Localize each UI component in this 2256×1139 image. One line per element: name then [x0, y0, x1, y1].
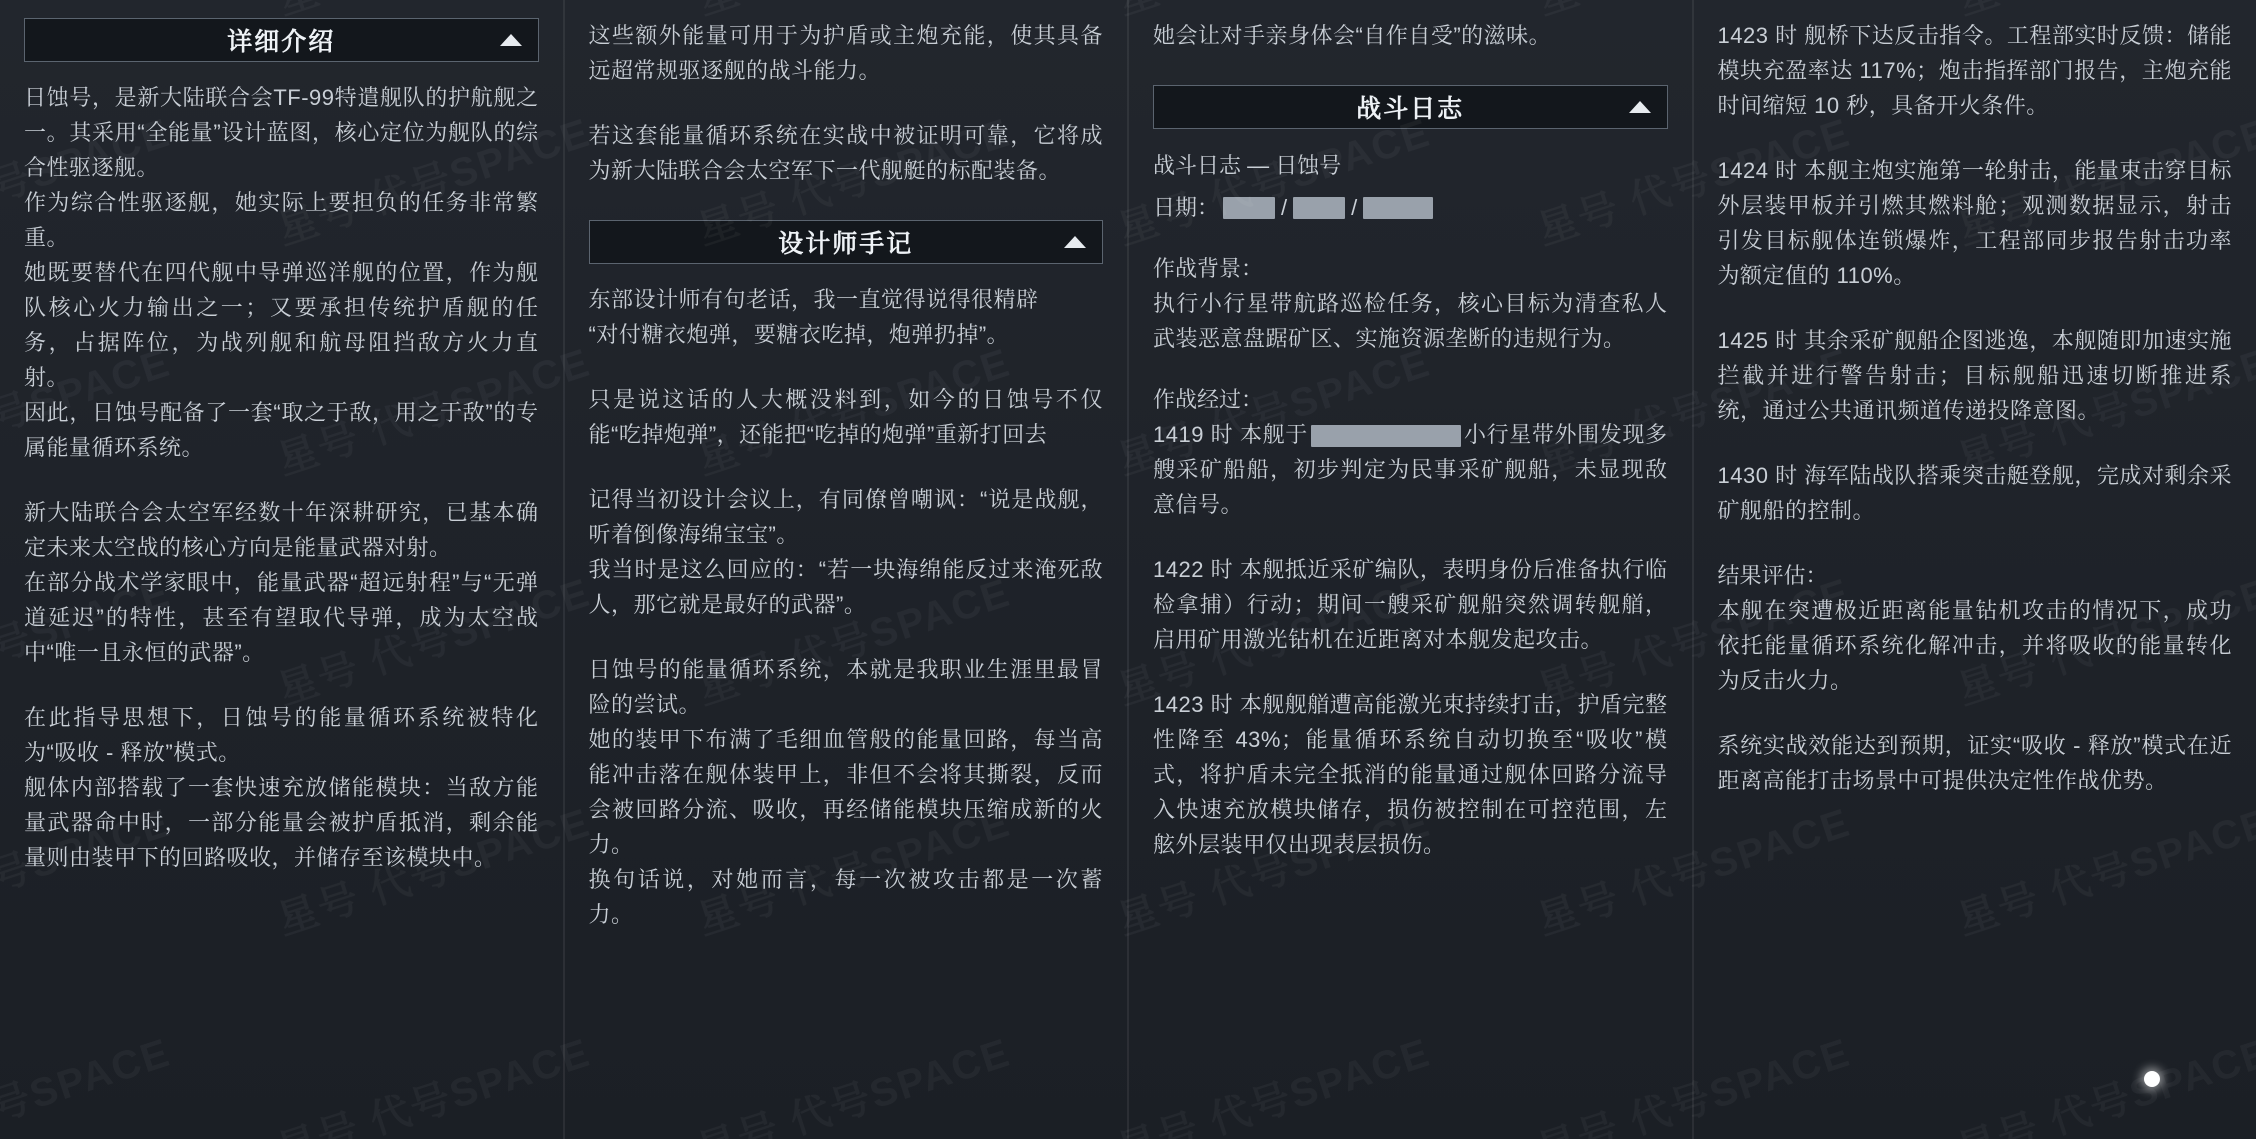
battle-log-date-row — [1153, 191, 1668, 225]
log-entry-1423b — [1718, 18, 2233, 123]
result-text-2: 系统实战效能达到预期，证实“吸收 - 释放”模式在近距离高能打击场景中可提供决定性作战优势。 — [1717, 733, 2232, 793]
spacer — [1153, 53, 1668, 67]
designer-paragraph-7: 她的装甲下布满了毛细血管般的能量回路，每当高能冲击落在舰体装甲上，非但不会将其撕裂，反而会被回路分流、吸收，再经储能模块压缩成新的火力。 — [588, 727, 1103, 857]
log-text-before: 本舰于 — [1233, 422, 1308, 447]
date-separator: / — [1351, 195, 1358, 220]
log-time-1423b: 1423 时 — [1717, 23, 1798, 48]
log-text-1424: 本舰主炮实施第一轮射击，能量束击穿目标外层装甲板并引燃其燃料舱；观测数据显示，射击引发目标舰体连锁爆炸，工程部同步报告射击功率为额定值的 110%。 — [1717, 158, 2232, 288]
designer-paragraph-1: 东部设计师有句老话，我一直觉得说得很精辟 — [588, 287, 1039, 312]
designer-paragraph-3: 只是说这话的人大概没料到，如今的日蚀号不仅能“吃掉炮弹”，还能把“吃掉的炮弹”重新打回去 — [588, 387, 1103, 447]
panel-header-battle-log[interactable] — [1153, 85, 1668, 129]
log-time-1430: 1430 时 — [1717, 463, 1798, 488]
intro-continuation-1: 这些额外能量可用于为护盾或主炮充能，使其具备远超常规驱逐舰的战斗能力。 — [588, 23, 1103, 83]
intro-paragraph-4: 因此，日蚀号配备了一套“取之于敌，用之于敌”的专属能量循环系统。 — [24, 400, 539, 460]
chevron-up-icon[interactable] — [500, 34, 522, 46]
chevron-up-icon[interactable] — [1629, 101, 1651, 113]
spacer — [589, 188, 1104, 202]
spacer — [1718, 698, 2233, 728]
log-entry-1422 — [1153, 552, 1668, 657]
column-designer-notes — [565, 0, 1128, 1139]
spacer — [589, 88, 1104, 118]
log-entry-1419 — [1153, 417, 1668, 522]
panel-header-designer[interactable] — [589, 220, 1104, 264]
log-time-1422: 1422 时 — [1153, 557, 1234, 582]
spacer — [1718, 123, 2233, 153]
spacer — [589, 452, 1104, 482]
chevron-up-icon[interactable] — [1064, 236, 1086, 248]
intro-paragraph-3: 她既要替代在四代舰中导弹巡洋舰的位置，作为舰队核心火力输出之一；又要承担传统护盾舰的任务，占据阵位，为战列舰和航母阻挡敌方火力直射。 — [24, 260, 539, 390]
redacted-date-month — [1293, 197, 1345, 219]
redacted-date-day — [1363, 197, 1433, 219]
date-separator: / — [1281, 195, 1288, 220]
log-time-1424: 1424 时 — [1717, 158, 1798, 183]
spacer — [1153, 657, 1668, 687]
result-text-1: 本舰在突遭极近距离能量钻机攻击的情况下，成功依托能量循环系统化解冲击，并将吸收的能量转化为反击火力。 — [1717, 598, 2232, 693]
log-text-1422: 本舰抵近采矿编队，表明身份后准备执行临检拿捕）行动；期间一艘采矿舰船突然调转舰艏，启用矿用激光钻机在近距离对本舰发起攻击。 — [1153, 557, 1668, 652]
log-text-1425: 其余采矿舰船企图逃逸，本舰随即加速实施拦截并进行警告射击；目标舰船迅速切断推进系统，通过公共通讯频道传递投降意图。 — [1717, 328, 2232, 423]
designer-paragraph-5: 我当时是这么回应的：“若一块海绵能反过来淹死敌人，那它就是最好的武器”。 — [588, 557, 1103, 617]
intro-paragraph-1: 日蚀号，是新大陆联合会TF-99特遣舰队的护航舰之一。其采用“全能量”设计蓝图，核心定位为舰队的综合性驱逐舰。 — [24, 85, 539, 180]
redacted-location — [1311, 425, 1461, 447]
intro-paragraph-7: 在此指导思想下，日蚀号的能量循环系统被特化为“吸收 - 释放”模式。 — [24, 705, 539, 765]
intro-paragraph-5: 新大陆联合会太空军经数十年深耕研究，已基本确定未来太空战的核心方向是能量武器对射。 — [24, 500, 539, 560]
intro-paragraph-2: 作为综合性驱逐舰，她实际上要担负的任务非常繁重。 — [24, 190, 539, 250]
intro-continuation-2: 若这套能量循环系统在实战中被证明可靠，它将成为新大陆联合会太空军下一代舰艇的标配装备。 — [588, 123, 1103, 183]
spacer — [1718, 528, 2233, 558]
log-entry-1424 — [1718, 153, 2233, 293]
column-battle-log — [1129, 0, 1692, 1139]
battle-log-subtitle: 战斗日志 — 日蚀号 — [1153, 153, 1342, 178]
panel-title-intro: 详细介绍 — [227, 28, 336, 56]
intro-paragraph-6: 在部分战术学家眼中，能量武器“超远射程”与“无弹道延迟”的特性，甚至有望取代导弹，成为太空战中“唯一且永恒的武器”。 — [24, 570, 539, 665]
spacer — [1153, 522, 1668, 552]
panel-title-designer: 设计师手记 — [778, 230, 914, 258]
background-text: 执行小行星带航路巡检任务，核心目标为清查私人武装恶意盘踞矿区、实施资源垄断的违规行为。 — [1153, 291, 1668, 351]
log-text-1423b: 舰桥下达反击指令。工程部实时反馈：储能模块充盈率达 117%；炮击指挥部门报告，主炮充能时间缩短 10 秒，具备开火条件。 — [1717, 23, 2232, 118]
intro-paragraph-8: 舰体内部搭载了一套快速充放储能模块：当敌方能量武器命中时，一部分能量会被护盾抵消，剩余能量则由装甲下的回路吸收，并储存至该模块中。 — [24, 775, 539, 870]
column-battle-log-continued — [1694, 0, 2256, 1139]
designer-paragraph-8: 换句话说，对她而言，每一次被攻击都是一次蓄力。 — [588, 867, 1103, 927]
section-heading-background: 作战背景： — [1153, 256, 1264, 281]
designer-paragraph-4: 记得当初设计会议上，有同僚曾嘲讽：“说是战舰，听着倒像海绵宝宝”。 — [588, 487, 1103, 547]
section-heading-process: 作战经过： — [1153, 387, 1264, 412]
redacted-date-year — [1223, 197, 1275, 219]
date-label: 日期： — [1153, 195, 1220, 220]
spacer — [1718, 428, 2233, 458]
log-entry-1430 — [1718, 458, 2233, 528]
spacer — [24, 465, 539, 495]
spacer — [589, 622, 1104, 652]
log-text-1430: 海军陆战队搭乘突击艇登舰，完成对剩余采矿舰船的控制。 — [1717, 463, 2232, 523]
column-intro — [0, 0, 563, 1139]
log-entry-1423a — [1153, 687, 1668, 862]
log-text-1423a: 本舰舰艏遭高能激光束持续打击，护盾完整性降至 43%；能量循环系统自动切换至“吸收”模式，将护盾未完全抵消的能量通过舰体回路分流导入快速充放模块储存，损伤被控制在可控范围，左舷外层装甲仅出现表层损伤。 — [1153, 692, 1668, 857]
panel-title-battle-log: 战斗日志 — [1356, 95, 1465, 123]
panel-header-intro[interactable] — [24, 18, 539, 62]
log-text-after: 小行星带外围发现多艘采矿船船，初步判定为民事采矿舰船，未显现敌意信号。 — [1153, 422, 1668, 517]
section-heading-result: 结果评估： — [1717, 563, 1828, 588]
designer-continuation: 她会让对手亲身体会“自作自受”的滋味。 — [1153, 23, 1552, 48]
log-time-1423a: 1423 时 — [1153, 692, 1234, 717]
designer-paragraph-2: “对付糖衣炮弹，要糖衣吃掉，炮弹扔掉”。 — [588, 322, 1010, 347]
spacer — [589, 352, 1104, 382]
spacer — [24, 670, 539, 700]
log-entry-1425 — [1718, 323, 2233, 428]
log-time-1419: 1419 时 — [1153, 422, 1234, 447]
log-time-1425: 1425 时 — [1717, 328, 1798, 353]
spacer — [1718, 293, 2233, 323]
designer-paragraph-6: 日蚀号的能量循环系统，本就是我职业生涯里最冒险的尝试。 — [588, 657, 1103, 717]
mouse-cursor — [2144, 1071, 2160, 1087]
